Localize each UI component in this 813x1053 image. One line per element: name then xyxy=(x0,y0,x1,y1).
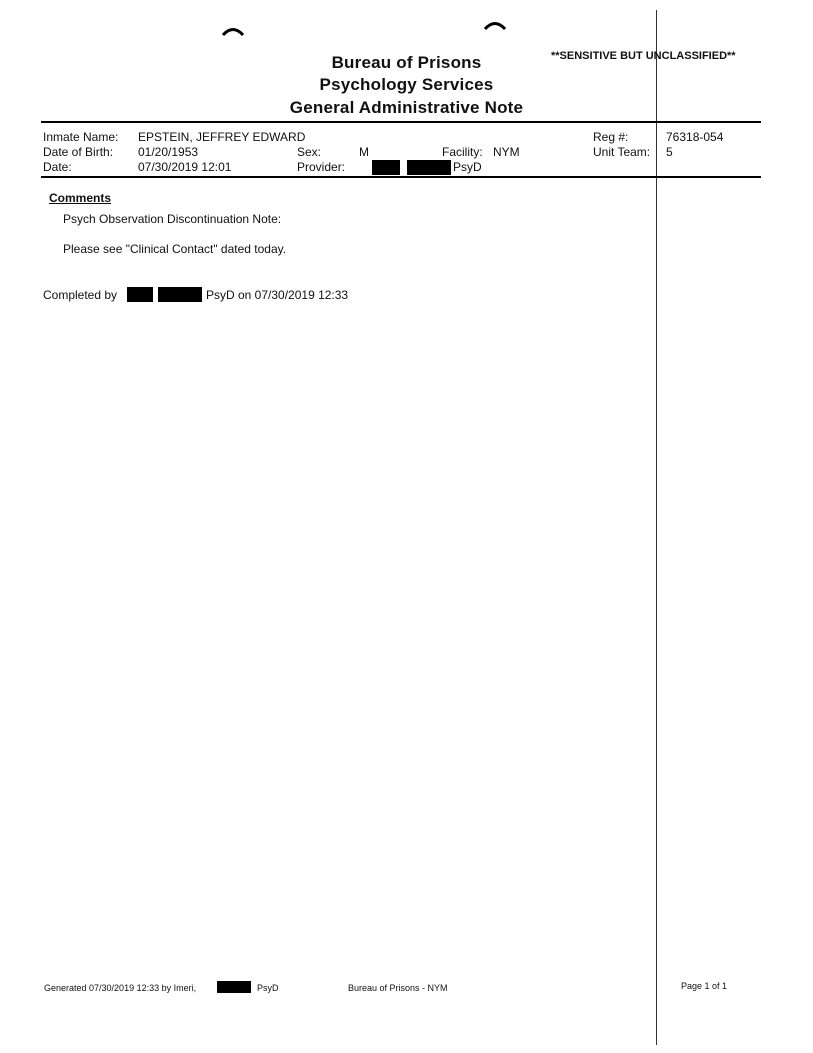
punch-hole-mark-right xyxy=(484,20,506,30)
title-department: Psychology Services xyxy=(319,75,494,94)
title-agency: Bureau of Prisons xyxy=(331,53,482,72)
date-value: 07/30/2019 12:01 xyxy=(138,160,232,174)
footer-generated-credential: PsyD xyxy=(257,983,279,993)
provider-label: Provider: xyxy=(297,160,346,174)
reg-label: Reg #: xyxy=(593,130,629,144)
comments-heading: Comments xyxy=(49,191,112,205)
facility-label: Facility: xyxy=(442,145,483,159)
unit-team-value: 5 xyxy=(666,145,673,159)
completed-by-detail: PsyD on 07/30/2019 12:33 xyxy=(206,288,349,302)
title-note-type: General Administrative Note xyxy=(289,98,524,117)
facility-value: NYM xyxy=(493,145,520,159)
inmate-name-value: EPSTEIN, JEFFREY EDWARD xyxy=(138,130,306,144)
redaction-box xyxy=(407,160,451,175)
reg-value: 76318-054 xyxy=(666,130,724,144)
unit-team-label: Unit Team: xyxy=(593,145,651,159)
footer-generated: Generated 07/30/2019 12:33 by Imeri, xyxy=(44,983,197,993)
comment-line-1: Psych Observation Discontinuation Note: xyxy=(63,212,282,226)
sex-value: M xyxy=(359,145,369,159)
date-label: Date: xyxy=(43,160,72,174)
sex-label: Sex: xyxy=(297,145,322,159)
provider-credential: PsyD xyxy=(453,160,482,174)
sensitivity-banner: **SENSITIVE BUT UNCLASSIFIED** xyxy=(551,50,736,62)
comment-line-2: Please see "Clinical Contact" dated today. xyxy=(63,242,287,256)
page-number: Page 1 of 1 xyxy=(681,981,728,991)
redaction-box xyxy=(372,160,400,175)
inmate-name-label: Inmate Name: xyxy=(43,130,119,144)
completed-by-label: Completed by xyxy=(43,288,118,302)
redaction-box xyxy=(217,981,251,993)
scan-edge-line xyxy=(656,10,657,1045)
redaction-box xyxy=(127,287,153,302)
redaction-box xyxy=(158,287,202,302)
dob-value: 01/20/1953 xyxy=(138,145,199,159)
header-rule xyxy=(41,121,761,123)
dob-label: Date of Birth: xyxy=(43,145,114,159)
footer-facility: Bureau of Prisons - NYM xyxy=(348,983,448,993)
patient-info-rule xyxy=(41,176,761,178)
punch-hole-mark-left xyxy=(222,26,244,36)
